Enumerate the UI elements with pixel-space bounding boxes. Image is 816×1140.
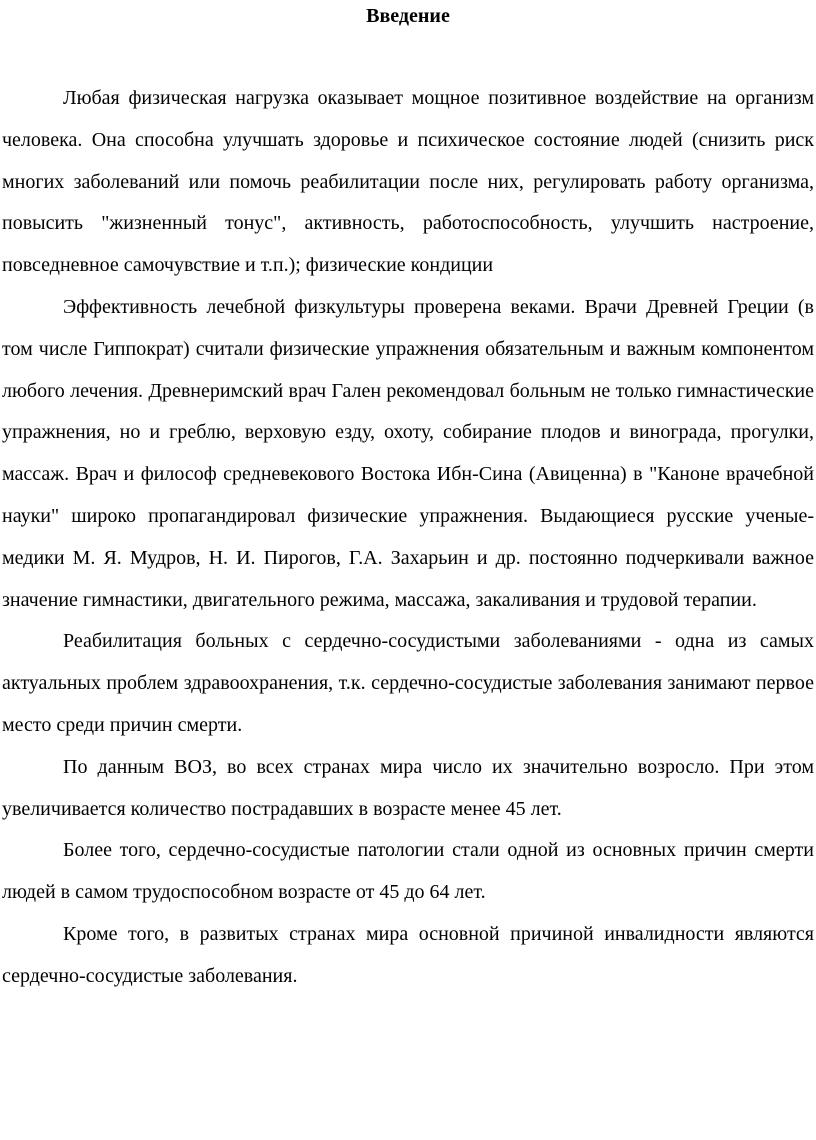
paragraph-rehabilitation: Реабилитация больных с сердечно-сосудистыми заболеваниями - одна из самых актуальных проблем здравоохранения, т.к. сердечно-сосудистые заболевания занимают первое место среди причин смерти. <box>2 630 814 736</box>
paragraph-physical-activity: Любая физическая нагрузка оказывает мощное позитивное воздействие на организм человека. Она способна улучшать здоровье и психическое состояние людей (снизить риск многих заболеваний или помочь реабилитации после них, регулировать работу организма, повысить "жизненный тонус", активность, работоспособность, улучшить настроение, повседневное самочувствие и т.п.); физические кондиции <box>2 87 814 277</box>
paragraph-disability: Кроме того, в развитых странах мира основной причиной инвалидности являются сердечно-сосудистые заболевания. <box>2 922 814 987</box>
paragraph-working-age-mortality: Более того, сердечно-сосудистые патологии стали одной из основных причин смерти людей в самом трудоспособном возрасте от 45 до 64 лет. <box>2 839 814 904</box>
paragraph-history-of-therapy: Эффективность лечебной физкультуры проверена веками. Врачи Древней Греции (в том числе Гиппократ) считали физические упражнения обязательным и важным компонентом любого лечения. Древнеримский врач Гален рекомендовал больным не только гимнастические упражнения, но и греблю, верховую езду, охоту, собирание плодов и винограда, прогулки, массаж. Врач и философ средневекового Востока Ибн-Сина (Авиценна) в "Каноне врачебной науки" широко пропагандировал физические упражнения. Выдающиеся русские ученые-медики М. Я. Мудров, Н. И. Пирогов, Г.А. Захарьин и др. постоянно подчеркивали важное значение гимнастики, двигательного режима, массажа, закаливания и трудовой терапии. <box>2 295 814 611</box>
page-title: Введение <box>366 5 450 27</box>
title-spacer <box>2 28 814 78</box>
paragraph-who-data: По данным ВОЗ, во всех странах мира число их значительно возросло. При этом увеличивается количество пострадавших в возрасте менее 45 лет. <box>2 755 814 820</box>
